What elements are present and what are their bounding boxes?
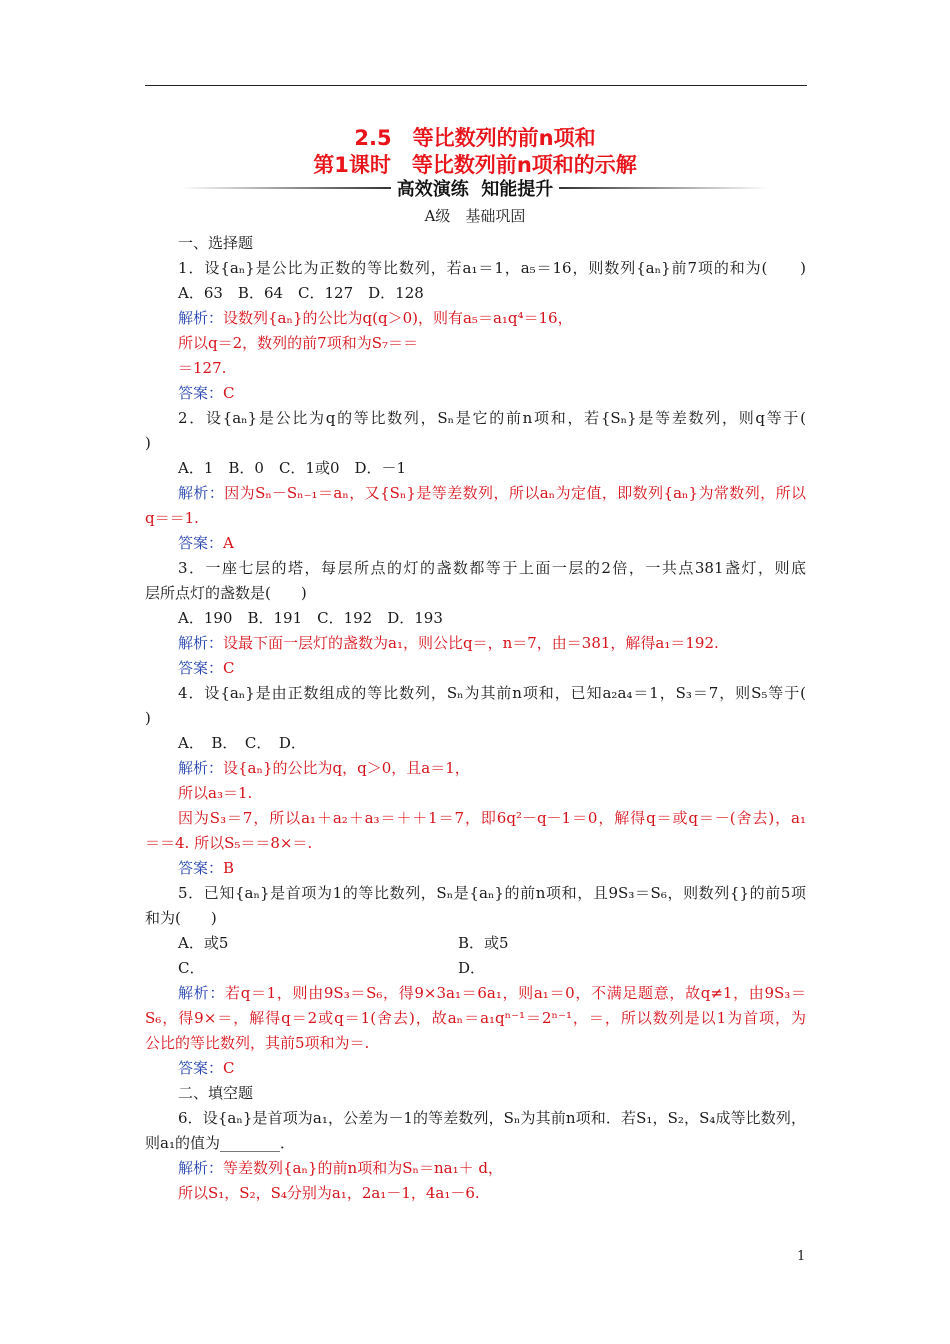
text-line <box>178 958 204 978</box>
solution-line <box>178 758 470 778</box>
text-line <box>145 708 151 728</box>
solution-line <box>178 1158 503 1178</box>
text-line <box>178 783 252 803</box>
line-label: 解析： <box>178 759 224 777</box>
banner-line-right <box>559 187 770 189</box>
line-label: 答案： <box>178 384 224 402</box>
text-line <box>145 508 199 528</box>
text-line <box>178 408 806 428</box>
text-line <box>178 283 424 303</box>
line-label: 解析： <box>178 1159 224 1177</box>
line-text: 所以a₃＝1. <box>178 784 253 802</box>
text-line <box>458 933 509 953</box>
line-text: 和为( ) <box>145 909 217 927</box>
text-line <box>178 608 443 628</box>
answer-line <box>178 1058 235 1078</box>
answer-line <box>178 383 235 403</box>
solution-line <box>178 633 719 653</box>
line-label: 答案： <box>178 859 224 877</box>
line-text: 设数列{aₙ}的公比为q(q＞0)，则有a₅＝a₁q⁴＝16， <box>223 309 573 327</box>
line-text: 1．设{aₙ}是公比为正数的等比数列，若a₁＝1，a₅＝16，则数列{aₙ}前7项的和为( ) <box>178 259 806 277</box>
text-line <box>145 1133 295 1153</box>
line-text: 4．设{aₙ}是由正数组成的等比数列，Sₙ为其前n项和，已知a₂a₄＝1，S₃＝7，则S₅等于( <box>178 684 806 702</box>
line-text: ) <box>145 434 151 452</box>
header-rule <box>145 85 807 86</box>
banner-line-left <box>180 187 391 189</box>
line-text: 等差数列{aₙ}的前n项和为Sₙ＝na₁＋ d， <box>223 1159 503 1177</box>
text-line <box>178 558 806 578</box>
line-label: 解析： <box>178 309 224 327</box>
text-line <box>178 358 226 378</box>
line-text: q＝＝1. <box>145 509 199 527</box>
line-label: 解析： <box>178 634 224 652</box>
line-text: 层所点灯的盏数是( ) <box>145 584 307 602</box>
line-text: ＝127. <box>178 359 227 377</box>
line-text: 若q＝1，则由9S₃＝S₆，得9×3a₁＝6a₁，则a₁＝0，不满足题意，故q≠1，由9S₃＝ <box>225 984 806 1002</box>
answer-line <box>178 658 235 678</box>
text-line <box>178 883 806 903</box>
banner <box>180 176 770 200</box>
line-text: C <box>223 1059 235 1077</box>
line-label: 答案： <box>178 659 224 677</box>
text-line <box>145 908 217 928</box>
line-text: 设{aₙ}的公比为q，q＞0，且a＝1， <box>223 759 470 777</box>
solution-line <box>178 483 806 503</box>
line-text: A．190 B．191 C．192 D．193 <box>178 609 443 627</box>
line-text: ) <box>145 709 151 727</box>
section-title: 2.5 等比数列的前n项和 <box>354 126 596 150</box>
line-text: 所以q＝2，数列的前7项和为S₇＝＝ <box>178 334 418 352</box>
text-line <box>178 733 306 753</box>
line-text: 因为S₃＝7，所以a₁＋a₂＋a₃＝＋＋1＝7，即6q²－q－1＝0，解得q＝或q＝－(舍去)，a₁ <box>178 809 806 827</box>
text-line <box>178 808 806 828</box>
line-text: ＝＝4. 所以S₅＝＝8×＝. <box>145 834 313 852</box>
text-line <box>178 458 406 478</box>
text-line <box>178 1183 480 1203</box>
level-heading: A级 基础巩固 <box>424 207 526 225</box>
lesson-title: 第1课时 等比数列前n项和的示解 <box>313 153 637 177</box>
text-line <box>145 1033 369 1053</box>
line-label: 解析： <box>178 484 225 502</box>
text-line <box>178 333 418 353</box>
line-text: A．1 B．0 C．1或0 D．－1 <box>178 459 407 477</box>
line-text: C <box>223 659 235 677</box>
line-text: 因为Sₙ－Sₙ₋₁＝aₙ，又{Sₙ}是等差数列，所以aₙ为定值，即数列{aₙ}为常数列，所以 <box>224 484 806 502</box>
line-text: B <box>223 859 235 877</box>
line-text: A <box>223 534 234 552</box>
line-text: 2．设{aₙ}是公比为q的等比数列，Sₙ是它的前n项和，若{Sₙ}是等差数列，则q等于( <box>178 409 806 427</box>
line-text: C <box>223 384 235 402</box>
line-text: 所以S₁，S₂，S₄分别为a₁，2a₁－1，4a₁－6. <box>178 1184 480 1202</box>
text-line <box>178 933 228 953</box>
line-text: 5．已知{aₙ}是首项为1的等比数列，Sₙ是{aₙ}的前n项和，且9S₃＝S₆，则数列{}的前5项 <box>178 884 806 902</box>
line-text: 二、填空题 <box>178 1084 254 1102</box>
line-label: 答案： <box>178 534 224 552</box>
line-text: C． <box>178 959 205 977</box>
line-text: A．或5 <box>178 934 229 952</box>
text-line <box>145 1008 806 1028</box>
line-text: D． <box>458 959 486 977</box>
text-line <box>145 583 307 603</box>
text-line <box>178 683 806 703</box>
answer-line <box>178 533 234 553</box>
answer-line <box>178 858 234 878</box>
line-text: B．或5 <box>458 934 509 952</box>
line-text: 公比的等比数列，其前5项和为＝. <box>145 1034 370 1052</box>
text-line <box>178 1108 806 1128</box>
line-text: 3．一座七层的塔，每层所点的灯的盏数都等于上面一层的2倍，一共点381盏灯，则底 <box>178 559 806 577</box>
line-text: S₆，得9×＝，解得q＝2或q＝1(舍去)，故aₙ＝a₁qⁿ⁻¹＝2ⁿ⁻¹，＝，所以数列是以1为首项，为 <box>145 1009 806 1027</box>
page-number: 1 <box>797 1249 806 1264</box>
line-label: 答案： <box>178 1059 224 1077</box>
line-text: 设最下面一层灯的盏数为a₁，则公比q＝，n＝7，由＝381，解得a₁＝192. <box>223 634 719 652</box>
line-text: A． B． C． D． <box>178 734 306 752</box>
banner-text: 高效演练 知能提升 <box>396 179 554 200</box>
text-line <box>458 958 485 978</box>
line-label: 解析： <box>178 984 226 1002</box>
text-line <box>145 433 151 453</box>
line-text: 则a₁的值为________． <box>145 1134 295 1152</box>
solution-line <box>178 308 573 328</box>
line-text: 一、选择题 <box>178 234 254 252</box>
solution-line <box>178 983 806 1003</box>
text-line <box>145 833 312 853</box>
text-line <box>178 258 806 278</box>
line-text: 6．设{aₙ}是首项为a₁，公差为－1的等差数列，Sₙ为其前n项和．若S₁，S₂，S₄成等比数列， <box>178 1109 806 1127</box>
line-text: A．63 B．64 C．127 D．128 <box>178 284 424 302</box>
text-line <box>178 1083 253 1103</box>
text-line <box>178 233 253 253</box>
